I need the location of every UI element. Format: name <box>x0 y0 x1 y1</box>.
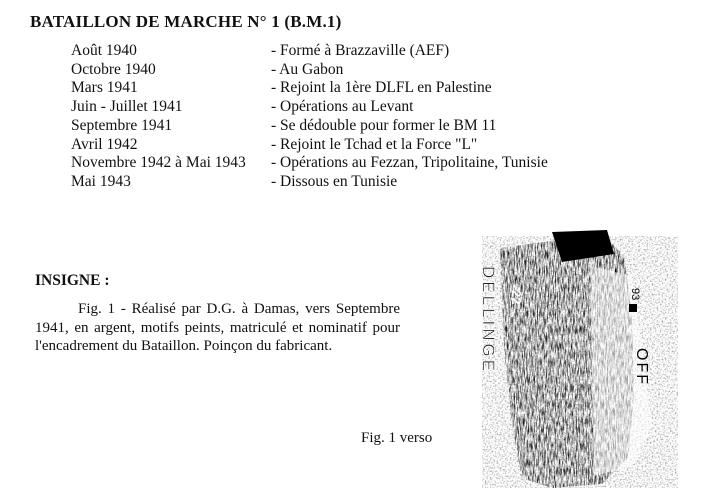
chronology-event: - Rejoint le Tchad et la Force "L" <box>271 135 478 153</box>
chronology-event: - Opérations au Fezzan, Tripolitaine, Tunisie <box>271 154 548 172</box>
chronology-list <box>71 42 591 192</box>
chronology-row <box>71 154 591 173</box>
chronology-row <box>71 173 591 192</box>
chronology-row <box>71 136 591 155</box>
chronology-date: Mai 1943 <box>71 172 131 190</box>
engraving-rank: OFF <box>633 348 650 386</box>
chronology-date: Septembre 1941 <box>71 116 173 134</box>
page-title: BATAILLON DE MARCHE N° 1 (B.M.1) <box>30 12 342 31</box>
engraving-name: DELLINGE <box>479 266 498 375</box>
chronology-date: Mars 1941 <box>71 79 138 97</box>
chronology-event: - Formé à Brazzaville (AEF) <box>271 42 450 59</box>
figure-caption: Fig. 1 verso <box>361 430 433 446</box>
chronology-row <box>71 98 591 117</box>
chronology-event: - Dissous en Tunisie <box>271 172 398 190</box>
insigne-description: Fig. 1 - Réalisé par D.G. à Damas, vers Septembre 1941, en argent, motifs peints, matriculé et nominatif pour l'encadrement du Bataillon. Poinçon du fabricant. <box>35 301 400 354</box>
chronology-row <box>71 117 591 136</box>
chronology-date: Juin - Juillet 1941 <box>71 98 183 116</box>
chronology-date: Novembre 1942 à Mai 1943 <box>71 154 246 172</box>
chronology-event: - Opérations au Levant <box>271 98 414 116</box>
chronology-date: Août 1940 <box>71 42 137 59</box>
engraving-number: 22 <box>509 290 524 305</box>
insigne-heading: INSIGNE : <box>35 272 110 289</box>
svg-text:93: 93 <box>629 288 641 301</box>
chronology-event: - Se dédouble pour former le BM 11 <box>271 116 497 134</box>
chronology-row <box>71 79 591 98</box>
chronology-date: Octobre 1940 <box>71 60 156 78</box>
chronology-event: - Au Gabon <box>271 60 344 78</box>
chronology-event: - Rejoint la 1ère DLFL en Palestine <box>271 79 492 97</box>
chronology-date: Avril 1942 <box>71 135 138 153</box>
chronology-row <box>71 61 591 80</box>
chronology-row <box>71 42 591 61</box>
